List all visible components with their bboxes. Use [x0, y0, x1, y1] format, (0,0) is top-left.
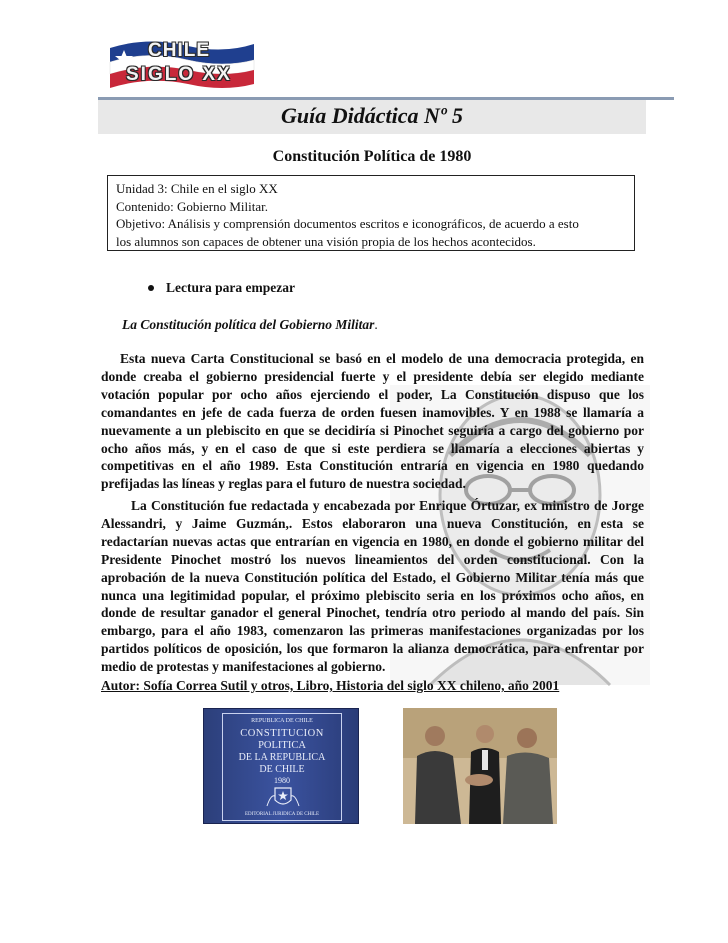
book-publisher-bottom: EDITORIAL JURIDICA DE CHILE	[244, 812, 320, 817]
book-title-line-2: POLITICA	[258, 740, 306, 751]
constitution-book-image	[203, 708, 359, 824]
paragraph-1: Esta nueva Carta Constitucional se basó en el modelo de una democracia protegida, en donde creaba el gobierno presidencial fuerte y el presidente debía ser elegido mediante votación popular por ocho años ejerciendo el poder, La Constitución dispuso que los comandantes en jefe de cada fuerza de orden fuesen inamovibles. Y en 1988 se llamaría a nuevamente a un plebiscito en que se decidiría si Pinochet seguiría a cargo del gobierno por ocho años más, y en el caso de que si este perdiera se llamaría a elecciones abiertas y competitivas en el año 1989. Esta Constitución entraría en vigencia en 1980 quedando prefijadas las líneas y reglas para el futuro de nuestra sociedad.	[101, 351, 644, 492]
book-title-line-1: CONSTITUCION	[240, 728, 324, 739]
logo-text-siglo-xx: SIGLO XX	[126, 64, 232, 85]
book-title-line-3: DE LA REPUBLICA	[238, 752, 326, 763]
book-year: 1980	[274, 776, 290, 785]
book-title-line-4: DE CHILE	[259, 764, 305, 775]
unit-info-box	[107, 175, 635, 251]
objective-line-1: Objetivo: Análisis y comprensión documentos escritos e iconográficos, de acuerdo a esto	[116, 216, 579, 231]
guide-title: Guía Didáctica Nº 5	[281, 103, 463, 128]
reading-title: La Constitución política del Gobierno Militar.	[122, 317, 378, 332]
bullet-dot-icon	[148, 285, 154, 291]
handshake-photo-graphic	[403, 708, 557, 824]
document-subtitle: Constitución Política de 1980	[272, 148, 472, 165]
reading-bullet	[148, 280, 295, 296]
chile-siglo-xx-logo	[108, 38, 256, 90]
book-publisher-top: REPUBLICA DE CHILE	[251, 718, 313, 724]
unit-line: Unidad 3: Chile en el siglo XX	[116, 181, 278, 196]
bullet-label: Lectura para empezar	[166, 280, 295, 295]
handshake-photo	[403, 708, 557, 824]
content-line: Contenido: Gobierno Militar.	[116, 198, 269, 214]
logo-text-chile: CHILE	[148, 40, 210, 61]
author-citation: Autor: Sofía Correa Sutil y otros, Libro, Historia del siglo XX chileno, año 2001	[101, 678, 560, 693]
objective-line-2: los alumnos son capaces de obtener una visión propia de los hechos acontecidos.	[116, 233, 536, 249]
coat-of-arms-icon	[265, 784, 301, 810]
paragraph-2: La Constitución fue redactada y encabezada por Enrique Órtuzar, ex ministro de Jorge Alessandri, y Jaime Guzmán,. Estos elaboraron una nueva Constitución, en esta se redactarían nuevas actas que entrarían en vigencia en 1980, en donde el gobierno militar del Presidente Pinochet mostró los nuevos lineamientos del orden constitucional. Con la aprobación de la nueva Constitución política del Estado, el Gobierno Militar tenía más que nunca una legitimidad popular, el próximo plebiscito seria en los próximos ocho años, en donde de resultar ganador el general Pinochet, tendría otro periodo al mando del país. Sin embargo, para el año 1983, comenzaron las primeras manifestaciones organizadas por los partidos políticos de oposición, los que formaron la alianza democrática, para enfrentar por medio de protestas y manifestaciones al gobierno.	[101, 498, 644, 675]
book-cover-frame	[222, 713, 342, 821]
